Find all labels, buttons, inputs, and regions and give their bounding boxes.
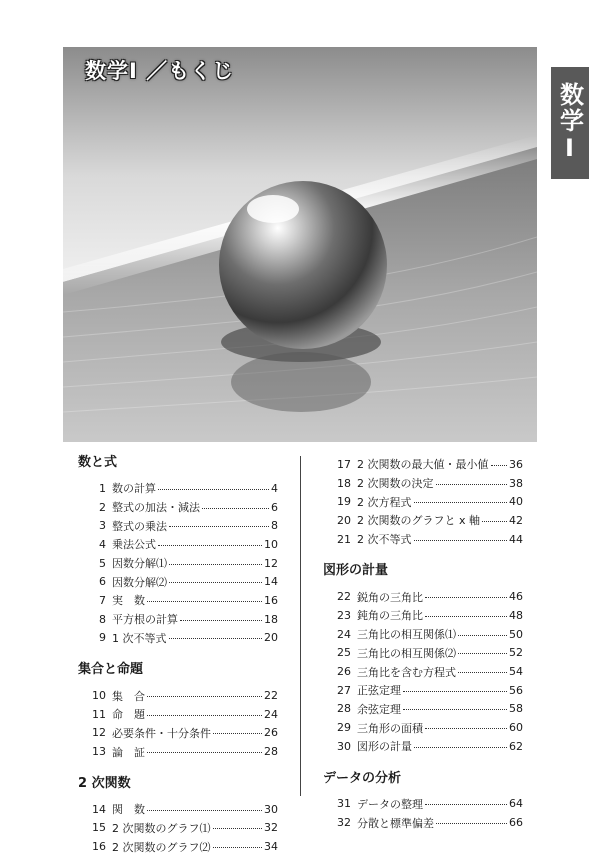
toc-entry-number: 18 bbox=[337, 476, 351, 490]
toc-entry[interactable] bbox=[78, 742, 278, 761]
toc-entry[interactable] bbox=[78, 516, 278, 535]
toc-entry-number: 5 bbox=[99, 556, 106, 570]
dot-leader bbox=[169, 582, 262, 583]
toc-entry-title: データの整理 bbox=[357, 797, 423, 811]
toc-entry-title: 正弦定理 bbox=[357, 684, 401, 698]
toc-section-title: 図形の計量 bbox=[323, 563, 389, 579]
toc-entry-title: 命 題 bbox=[112, 708, 145, 722]
toc-entry-page: 16 bbox=[264, 593, 278, 607]
toc-entry-title: 因数分解⑵ bbox=[112, 575, 167, 589]
toc-entry-number: 32 bbox=[337, 816, 351, 830]
toc-entry-title: 余弦定理 bbox=[357, 702, 401, 716]
toc-entry[interactable] bbox=[78, 724, 278, 743]
toc-entry-page: 14 bbox=[264, 575, 278, 589]
toc-entry-title: 2 次関数のグラフ⑴ bbox=[112, 821, 211, 835]
dot-leader bbox=[202, 508, 269, 509]
toc-entry-page: 38 bbox=[509, 476, 523, 490]
toc-entry-page: 64 bbox=[509, 797, 523, 811]
toc-entry-page: 12 bbox=[264, 556, 278, 570]
toc-entry-title: 実 数 bbox=[112, 594, 145, 608]
toc-entry-number: 28 bbox=[337, 702, 351, 716]
dot-leader bbox=[403, 691, 507, 692]
toc-entry-title: 図形の計量 bbox=[357, 740, 412, 754]
toc-entry-page: 44 bbox=[509, 532, 523, 546]
toc-entry-page: 6 bbox=[271, 500, 278, 514]
toc-entry-number: 25 bbox=[337, 646, 351, 660]
toc-entry[interactable] bbox=[323, 681, 523, 700]
toc-entry-title: 2 次不等式 bbox=[357, 533, 412, 547]
toc-entry[interactable] bbox=[323, 644, 523, 663]
toc-entry-title: 平方根の計算 bbox=[112, 613, 178, 627]
toc-entry[interactable] bbox=[323, 718, 523, 737]
side-tab-label: 数学Ⅰ bbox=[555, 82, 584, 164]
toc-entry-title: 関 数 bbox=[112, 803, 145, 817]
toc-entry-title: 乗法公式 bbox=[112, 538, 156, 552]
toc-entry-page: 48 bbox=[509, 608, 523, 622]
toc-entry-number: 14 bbox=[92, 802, 106, 816]
dot-leader bbox=[180, 620, 262, 621]
toc-entry-page: 56 bbox=[509, 683, 523, 697]
toc-entry[interactable] bbox=[323, 700, 523, 719]
dot-leader bbox=[169, 564, 262, 565]
toc-entry[interactable] bbox=[78, 535, 278, 554]
dot-leader bbox=[458, 635, 507, 636]
toc-entry-number: 3 bbox=[99, 519, 106, 533]
toc-entry-title: 2 次方程式 bbox=[357, 495, 412, 509]
toc-entry-page: 30 bbox=[264, 802, 278, 816]
toc-entry-title: 論 証 bbox=[112, 745, 145, 759]
toc-entry[interactable] bbox=[78, 610, 278, 629]
toc-entry-number: 17 bbox=[337, 457, 351, 471]
toc-entry[interactable] bbox=[323, 530, 523, 549]
dot-leader bbox=[425, 728, 507, 729]
dot-leader bbox=[425, 804, 507, 805]
toc-entry-number: 12 bbox=[92, 726, 106, 740]
dot-leader bbox=[414, 540, 508, 541]
toc-entry-page: 34 bbox=[264, 840, 278, 854]
section-gap bbox=[323, 548, 523, 563]
toc-entry-page: 54 bbox=[509, 665, 523, 679]
toc-entry[interactable] bbox=[323, 492, 523, 511]
toc-entry-page: 50 bbox=[509, 627, 523, 641]
toc-entry-title: 1 次不等式 bbox=[112, 631, 167, 645]
toc-section-title: 数と式 bbox=[78, 455, 118, 470]
section-gap bbox=[78, 761, 278, 776]
toc-entry-title: 三角比を含む方程式 bbox=[357, 665, 456, 679]
toc-entry-number: 31 bbox=[337, 797, 351, 811]
toc-entry[interactable] bbox=[78, 554, 278, 573]
toc-entry-page: 28 bbox=[264, 745, 278, 759]
toc-entry[interactable] bbox=[323, 625, 523, 644]
toc-entry-title: 2 次関数のグラフと x 軸 bbox=[357, 514, 480, 528]
dot-leader bbox=[158, 545, 262, 546]
toc-entry-title: 2 次関数の決定 bbox=[357, 477, 434, 491]
toc-entry[interactable] bbox=[323, 813, 523, 832]
toc-entry[interactable] bbox=[78, 819, 278, 838]
toc-entry-page: 58 bbox=[509, 702, 523, 716]
toc-entry-title: 分散と標準偏差 bbox=[357, 816, 434, 830]
toc-entry-title: 2 次関数の最大値・最小値 bbox=[357, 458, 489, 472]
toc-entry-number: 29 bbox=[337, 721, 351, 735]
toc-entry[interactable] bbox=[78, 629, 278, 648]
toc-entry[interactable] bbox=[323, 455, 523, 474]
toc-entry-page: 62 bbox=[509, 739, 523, 753]
toc-section-title: 2 次関数 bbox=[78, 775, 131, 791]
toc-entry-title: 鈍角の三角比 bbox=[357, 609, 423, 623]
toc-entry[interactable] bbox=[78, 705, 278, 724]
dot-leader bbox=[213, 828, 263, 829]
cover-image bbox=[63, 47, 537, 442]
toc-entry[interactable] bbox=[78, 800, 278, 819]
dot-leader bbox=[425, 616, 507, 617]
toc-entry-number: 16 bbox=[92, 840, 106, 854]
toc-entry-page: 8 bbox=[271, 519, 278, 533]
toc-entry-number: 1 bbox=[99, 481, 106, 495]
section-gap bbox=[323, 756, 523, 771]
toc-entry[interactable] bbox=[323, 474, 523, 493]
dot-leader bbox=[425, 597, 507, 598]
toc-entry-page: 24 bbox=[264, 707, 278, 721]
toc-entry-title: 三角比の相互関係⑴ bbox=[357, 628, 456, 642]
dot-leader bbox=[403, 709, 507, 710]
toc-entry-number: 22 bbox=[337, 590, 351, 604]
section-gap bbox=[78, 647, 278, 662]
dot-leader bbox=[147, 752, 262, 753]
dot-leader bbox=[158, 489, 269, 490]
toc-entry[interactable] bbox=[78, 479, 278, 498]
toc-entry-page: 18 bbox=[264, 612, 278, 626]
page-title: 数学Ⅰ ／もくじ bbox=[85, 59, 235, 83]
toc-entry-title: 数の計算 bbox=[112, 482, 156, 496]
toc-entry[interactable] bbox=[323, 587, 523, 606]
toc-entry-page: 40 bbox=[509, 495, 523, 509]
toc-section-title: 集合と命題 bbox=[78, 662, 144, 678]
dot-leader bbox=[147, 601, 262, 602]
toc-entry[interactable] bbox=[323, 662, 523, 681]
dot-leader bbox=[414, 747, 507, 748]
subject-side-tab bbox=[551, 67, 589, 179]
toc-entry-number: 10 bbox=[92, 689, 106, 703]
toc-entry[interactable] bbox=[323, 511, 523, 530]
toc-entry[interactable] bbox=[78, 686, 278, 705]
dot-leader bbox=[169, 526, 269, 527]
toc-entry[interactable] bbox=[323, 795, 523, 814]
toc-entry-number: 30 bbox=[337, 739, 351, 753]
toc-entry-page: 26 bbox=[264, 726, 278, 740]
toc-entry[interactable] bbox=[78, 498, 278, 517]
dot-leader bbox=[436, 823, 507, 824]
dot-leader bbox=[147, 696, 262, 697]
dot-leader bbox=[458, 653, 507, 654]
toc-entry-title: 三角比の相互関係⑵ bbox=[357, 646, 456, 660]
dot-leader bbox=[213, 847, 263, 848]
toc-entry-page: 10 bbox=[264, 537, 278, 551]
toc-entry-number: 23 bbox=[337, 608, 351, 622]
dot-leader bbox=[147, 715, 262, 716]
toc-entry-title: 集 合 bbox=[112, 689, 145, 703]
toc-entry-number: 19 bbox=[337, 495, 351, 509]
toc-entry-page: 20 bbox=[264, 631, 278, 645]
dot-leader bbox=[458, 672, 507, 673]
toc-entry-number: 27 bbox=[337, 683, 351, 697]
toc-entry-title: 三角形の面積 bbox=[357, 721, 423, 735]
dot-leader bbox=[482, 521, 507, 522]
toc-entry-page: 66 bbox=[509, 816, 523, 830]
toc-entry-number: 15 bbox=[92, 821, 106, 835]
toc-entry-title: 因数分解⑴ bbox=[112, 557, 167, 571]
toc-entry-title: 整式の加法・減法 bbox=[112, 501, 200, 515]
toc-entry-number: 11 bbox=[92, 707, 106, 721]
dot-leader bbox=[414, 502, 508, 503]
toc-entry[interactable] bbox=[323, 737, 523, 756]
chrome-sphere-illustration bbox=[63, 47, 537, 442]
toc-entry-page: 22 bbox=[264, 689, 278, 703]
toc-entry-page: 32 bbox=[264, 821, 278, 835]
toc-entry-number: 2 bbox=[99, 500, 106, 514]
toc-entry-number: 6 bbox=[99, 575, 106, 589]
toc-entry-number: 8 bbox=[99, 612, 106, 626]
toc-entry-number: 24 bbox=[337, 627, 351, 641]
toc-entry-number: 26 bbox=[337, 665, 351, 679]
toc-entry-page: 36 bbox=[509, 457, 523, 471]
toc-entry-number: 20 bbox=[337, 513, 351, 527]
toc-entry-page: 4 bbox=[271, 481, 278, 495]
toc-entry[interactable] bbox=[78, 572, 278, 591]
dot-leader bbox=[169, 638, 263, 639]
toc-entry-number: 9 bbox=[99, 631, 106, 645]
toc-entry-page: 52 bbox=[509, 646, 523, 660]
toc-entry-title: 2 次関数のグラフ⑵ bbox=[112, 840, 211, 854]
toc-entry-title: 鋭角の三角比 bbox=[357, 590, 423, 604]
toc-entry-page: 42 bbox=[509, 513, 523, 527]
toc-entry-number: 21 bbox=[337, 532, 351, 546]
toc-section-title: データの分析 bbox=[323, 770, 402, 786]
dot-leader bbox=[436, 484, 508, 485]
toc-right-column bbox=[323, 455, 523, 832]
toc-entry-number: 7 bbox=[99, 593, 106, 607]
toc-entry-number: 13 bbox=[92, 745, 106, 759]
toc-entry-page: 46 bbox=[509, 590, 523, 604]
toc-entry-title: 必要条件・十分条件 bbox=[112, 726, 211, 740]
dot-leader bbox=[213, 733, 262, 734]
toc-entry-title: 整式の乗法 bbox=[112, 519, 167, 533]
toc-entry-page: 60 bbox=[509, 721, 523, 735]
toc-entry[interactable] bbox=[78, 591, 278, 610]
column-divider bbox=[300, 456, 301, 796]
dot-leader bbox=[491, 465, 508, 466]
toc-entry[interactable] bbox=[323, 606, 523, 625]
toc-left-column bbox=[78, 455, 278, 856]
toc-entry-number: 4 bbox=[99, 537, 106, 551]
dot-leader bbox=[147, 810, 262, 811]
